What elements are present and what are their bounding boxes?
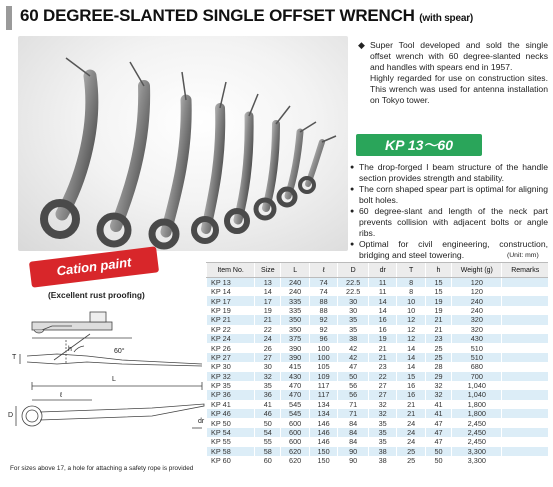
- table-row: [207, 447, 549, 456]
- table-cell: KP 54: [207, 428, 255, 437]
- table-cell: 23: [425, 334, 451, 343]
- table-cell: 600: [281, 437, 309, 446]
- table-cell: 16: [397, 390, 425, 399]
- table-cell: 1,040: [452, 381, 502, 390]
- wrench-set-photo: [18, 36, 348, 251]
- table-cell: 109: [309, 372, 337, 381]
- table-cell: 74: [309, 287, 337, 296]
- table-cell: 150: [309, 447, 337, 456]
- title-accent-bar: [6, 6, 12, 30]
- col-l: L: [281, 263, 309, 278]
- table-cell: 29: [425, 372, 451, 381]
- page-title: 60 DEGREE-SLANTED SINGLE OFFSET WRENCH (with spear): [20, 6, 474, 25]
- table-cell: 50: [338, 372, 369, 381]
- table-cell: [502, 437, 548, 446]
- feature-item: ● Optimal for civil engineering, construction, bridging and steel towering.: [350, 239, 548, 261]
- table-cell: 21: [425, 325, 451, 334]
- table-cell: 46: [255, 409, 281, 418]
- feature-list: [350, 162, 548, 261]
- table-cell: [502, 456, 548, 465]
- table-cell: [502, 418, 548, 427]
- table-cell: [502, 296, 548, 305]
- table-cell: 600: [281, 418, 309, 427]
- table-cell: 470: [281, 381, 309, 390]
- table-cell: 19: [368, 334, 396, 343]
- table-cell: 58: [255, 447, 281, 456]
- table-cell: 240: [281, 287, 309, 296]
- intro-paragraph: Super Tool developed and sold the single offset wrench with 60 degree-slanted necks and handles with spears end in 1957.: [370, 40, 548, 72]
- table-cell: 74: [309, 278, 337, 288]
- ell-label: ℓ: [60, 392, 63, 399]
- col-size: Size: [255, 263, 281, 278]
- table-row: [207, 437, 549, 446]
- table-cell: KP 32: [207, 372, 255, 381]
- table-cell: 22.5: [338, 278, 369, 288]
- table-cell: 680: [452, 362, 502, 371]
- table-header-row: [207, 263, 549, 278]
- table-cell: 84: [338, 428, 369, 437]
- table-cell: 35: [368, 428, 396, 437]
- table-cell: 117: [309, 390, 337, 399]
- table-cell: 50: [425, 447, 451, 456]
- table-cell: 60: [255, 456, 281, 465]
- table-cell: 35: [255, 381, 281, 390]
- table-cell: KP 27: [207, 353, 255, 362]
- table-cell: 90: [338, 447, 369, 456]
- table-cell: KP 36: [207, 390, 255, 399]
- table-cell: 38: [338, 334, 369, 343]
- table-cell: 41: [255, 400, 281, 409]
- table-cell: 100: [309, 353, 337, 362]
- table-cell: 41: [425, 409, 451, 418]
- table-cell: 390: [281, 343, 309, 352]
- table-cell: 620: [281, 447, 309, 456]
- table-cell: 24: [397, 437, 425, 446]
- table-cell: [502, 278, 548, 288]
- table-row: [207, 278, 549, 288]
- table-cell: 350: [281, 315, 309, 324]
- cation-paint-label: Cation paint: [29, 246, 159, 287]
- col-weight: Weight (g): [452, 263, 502, 278]
- table-cell: KP 17: [207, 296, 255, 305]
- table-cell: 35: [368, 437, 396, 446]
- table-cell: 14: [368, 306, 396, 315]
- table-cell: 16: [397, 381, 425, 390]
- table-cell: 32: [368, 409, 396, 418]
- table-cell: 240: [452, 306, 502, 315]
- table-cell: [502, 372, 548, 381]
- table-cell: 50: [425, 456, 451, 465]
- table-cell: 84: [338, 418, 369, 427]
- feature-item: ● 60 degree-slant and length of the neck part prevents collision with adjacent bolts or angle ribs.: [350, 206, 548, 239]
- table-cell: 19: [425, 306, 451, 315]
- table-row: [207, 400, 549, 409]
- table-cell: 12: [397, 325, 425, 334]
- table-cell: 15: [425, 287, 451, 296]
- table-cell: 47: [425, 437, 451, 446]
- page-subtitle: (with spear): [419, 13, 474, 24]
- table-cell: 150: [309, 456, 337, 465]
- table-cell: 27: [368, 390, 396, 399]
- table-cell: 47: [425, 428, 451, 437]
- intro-text: [358, 40, 548, 106]
- col-t: T: [397, 263, 425, 278]
- table-cell: 27: [368, 381, 396, 390]
- table-cell: 92: [309, 325, 337, 334]
- table-cell: 2,450: [452, 428, 502, 437]
- table-cell: 35: [338, 315, 369, 324]
- table-cell: 21: [255, 315, 281, 324]
- table-cell: KP 41: [207, 400, 255, 409]
- table-cell: KP 55: [207, 437, 255, 446]
- table-cell: 8: [397, 278, 425, 288]
- table-cell: 240: [281, 278, 309, 288]
- angle-label: 60°: [114, 348, 125, 355]
- table-row: [207, 418, 549, 427]
- table-cell: 35: [338, 325, 369, 334]
- table-cell: 42: [338, 343, 369, 352]
- table-row: [207, 381, 549, 390]
- table-cell: KP 26: [207, 343, 255, 352]
- table-cell: 21: [397, 400, 425, 409]
- table-cell: 32: [425, 381, 451, 390]
- table-cell: 25: [397, 447, 425, 456]
- table-cell: 11: [368, 287, 396, 296]
- table-cell: [502, 287, 548, 296]
- table-cell: KP 24: [207, 334, 255, 343]
- table-cell: 146: [309, 437, 337, 446]
- t-label: T: [12, 354, 17, 361]
- table-cell: 100: [309, 343, 337, 352]
- table-cell: 335: [281, 306, 309, 315]
- table-cell: 24: [397, 428, 425, 437]
- table-cell: 47: [425, 418, 451, 427]
- col-remarks: Remarks: [502, 263, 548, 278]
- table-cell: 88: [309, 306, 337, 315]
- table-cell: 32: [255, 372, 281, 381]
- table-cell: 375: [281, 334, 309, 343]
- table-cell: [502, 409, 548, 418]
- col-item-no: Item No.: [207, 263, 255, 278]
- table-cell: 84: [338, 437, 369, 446]
- table-cell: 71: [338, 409, 369, 418]
- table-cell: 320: [452, 325, 502, 334]
- l-label: L: [112, 376, 116, 383]
- table-cell: 50: [255, 418, 281, 427]
- table-cell: 21: [397, 409, 425, 418]
- table-cell: 415: [281, 362, 309, 371]
- table-cell: 22.5: [338, 287, 369, 296]
- table-row: [207, 334, 549, 343]
- table-cell: 24: [397, 418, 425, 427]
- table-cell: KP 13: [207, 278, 255, 288]
- table-cell: 35: [368, 418, 396, 427]
- table-cell: 30: [255, 362, 281, 371]
- table-cell: 545: [281, 400, 309, 409]
- table-cell: 19: [425, 296, 451, 305]
- spec-table-body: [207, 278, 549, 466]
- table-row: [207, 428, 549, 437]
- table-cell: 22: [255, 325, 281, 334]
- table-cell: [502, 343, 548, 352]
- table-cell: 21: [368, 343, 396, 352]
- table-cell: 24: [255, 334, 281, 343]
- table-cell: 14: [368, 296, 396, 305]
- table-cell: 1,800: [452, 400, 502, 409]
- col-d: D: [338, 263, 369, 278]
- table-cell: 22: [368, 372, 396, 381]
- dr-label: dr: [198, 418, 205, 425]
- col-dr: dr: [368, 263, 396, 278]
- table-cell: 620: [281, 456, 309, 465]
- table-cell: 1,040: [452, 390, 502, 399]
- table-cell: KP 30: [207, 362, 255, 371]
- table-cell: 12: [397, 315, 425, 324]
- feature-item: ● The corn shaped spear part is optimal for aligning bolt holes.: [350, 184, 548, 206]
- table-cell: [502, 334, 548, 343]
- table-row: [207, 390, 549, 399]
- table-cell: 146: [309, 418, 337, 427]
- table-row: [207, 325, 549, 334]
- table-cell: 25: [397, 456, 425, 465]
- table-row: [207, 456, 549, 465]
- table-cell: 13: [255, 278, 281, 288]
- table-cell: 8: [397, 287, 425, 296]
- rust-proofing-caption: (Excellent rust proofing): [48, 290, 145, 300]
- table-cell: 14: [255, 287, 281, 296]
- table-cell: 105: [309, 362, 337, 371]
- table-row: [207, 353, 549, 362]
- table-cell: 55: [255, 437, 281, 446]
- table-cell: 1,800: [452, 409, 502, 418]
- table-cell: 71: [338, 400, 369, 409]
- table-cell: 12: [397, 334, 425, 343]
- table-cell: 335: [281, 296, 309, 305]
- table-row: [207, 306, 549, 315]
- feature-item: ● The drop-forged I beam structure of the handle section provides strength and stability.: [350, 162, 548, 184]
- table-cell: 88: [309, 296, 337, 305]
- table-cell: KP 60: [207, 456, 255, 465]
- table-cell: KP 22: [207, 325, 255, 334]
- table-cell: 134: [309, 400, 337, 409]
- intro-paragraph: Highly regarded for use on construction sites. This wrench was used for antenna installation on Tokyo tower.: [370, 73, 548, 105]
- table-cell: [502, 325, 548, 334]
- h-label: h: [68, 346, 72, 353]
- table-cell: 21: [368, 353, 396, 362]
- table-cell: [502, 315, 548, 324]
- table-cell: 600: [281, 428, 309, 437]
- table-cell: KP 21: [207, 315, 255, 324]
- table-cell: 470: [281, 390, 309, 399]
- table-cell: 390: [281, 353, 309, 362]
- table-cell: 90: [338, 456, 369, 465]
- table-cell: 16: [368, 325, 396, 334]
- table-row: [207, 372, 549, 381]
- unit-label: (Unit: mm): [507, 252, 539, 259]
- table-cell: 32: [368, 400, 396, 409]
- table-row: [207, 296, 549, 305]
- table-cell: 11: [368, 278, 396, 288]
- table-row: [207, 362, 549, 371]
- table-cell: 320: [452, 315, 502, 324]
- table-cell: [502, 447, 548, 456]
- table-cell: 38: [368, 456, 396, 465]
- table-cell: 117: [309, 381, 337, 390]
- table-cell: 240: [452, 296, 502, 305]
- table-cell: 56: [338, 381, 369, 390]
- table-cell: 430: [281, 372, 309, 381]
- spec-table: [206, 262, 548, 465]
- table-cell: 23: [368, 362, 396, 371]
- table-cell: 545: [281, 409, 309, 418]
- table-cell: 47: [338, 362, 369, 371]
- table-cell: 32: [425, 390, 451, 399]
- table-cell: 42: [338, 353, 369, 362]
- table-cell: 15: [425, 278, 451, 288]
- table-cell: KP 50: [207, 418, 255, 427]
- table-cell: 28: [425, 362, 451, 371]
- table-cell: KP 58: [207, 447, 255, 456]
- table-cell: 510: [452, 343, 502, 352]
- table-cell: 3,300: [452, 456, 502, 465]
- table-cell: 21: [425, 315, 451, 324]
- table-cell: 2,450: [452, 437, 502, 446]
- table-cell: 25: [425, 353, 451, 362]
- table-cell: 2,450: [452, 418, 502, 427]
- model-range-badge: KP 13〜60: [356, 134, 482, 156]
- table-cell: [502, 381, 548, 390]
- d-label: D: [8, 412, 14, 419]
- table-cell: 700: [452, 372, 502, 381]
- table-cell: 17: [255, 296, 281, 305]
- table-cell: KP 19: [207, 306, 255, 315]
- table-cell: 30: [338, 296, 369, 305]
- table-cell: [502, 428, 548, 437]
- table-cell: 41: [425, 400, 451, 409]
- table-row: [207, 315, 549, 324]
- table-cell: KP 35: [207, 381, 255, 390]
- table-cell: 10: [397, 306, 425, 315]
- table-cell: 14: [397, 343, 425, 352]
- table-cell: 350: [281, 325, 309, 334]
- table-cell: [502, 306, 548, 315]
- col-ell: ℓ: [309, 263, 337, 278]
- col-h: h: [425, 263, 451, 278]
- table-cell: 92: [309, 315, 337, 324]
- table-cell: [502, 362, 548, 371]
- table-cell: KP 46: [207, 409, 255, 418]
- table-cell: 14: [397, 353, 425, 362]
- table-row: [207, 287, 549, 296]
- table-cell: [502, 390, 548, 399]
- table-cell: [502, 353, 548, 362]
- table-cell: 510: [452, 353, 502, 362]
- table-cell: 19: [255, 306, 281, 315]
- table-row: [207, 343, 549, 352]
- table-cell: 96: [309, 334, 337, 343]
- table-cell: 120: [452, 278, 502, 288]
- table-cell: 134: [309, 409, 337, 418]
- safety-hole-footnote: For sizes above 17, a hole for attaching a safety rope is provided: [10, 465, 194, 472]
- table-cell: 146: [309, 428, 337, 437]
- technical-drawing: [8, 304, 212, 456]
- table-cell: 56: [338, 390, 369, 399]
- wrench-set-illustration: [18, 36, 348, 251]
- table-cell: 120: [452, 287, 502, 296]
- table-cell: 27: [255, 353, 281, 362]
- table-cell: 430: [452, 334, 502, 343]
- table-cell: 26: [255, 343, 281, 352]
- table-cell: 54: [255, 428, 281, 437]
- table-cell: 15: [397, 372, 425, 381]
- table-cell: 38: [368, 447, 396, 456]
- table-cell: 14: [397, 362, 425, 371]
- table-cell: KP 14: [207, 287, 255, 296]
- table-row: [207, 409, 549, 418]
- table-cell: [502, 400, 548, 409]
- table-cell: 25: [425, 343, 451, 352]
- table-cell: 16: [368, 315, 396, 324]
- table-cell: 30: [338, 306, 369, 315]
- table-cell: 10: [397, 296, 425, 305]
- diamond-bullet-icon: ◆: [358, 40, 365, 50]
- table-cell: 36: [255, 390, 281, 399]
- table-cell: 3,300: [452, 447, 502, 456]
